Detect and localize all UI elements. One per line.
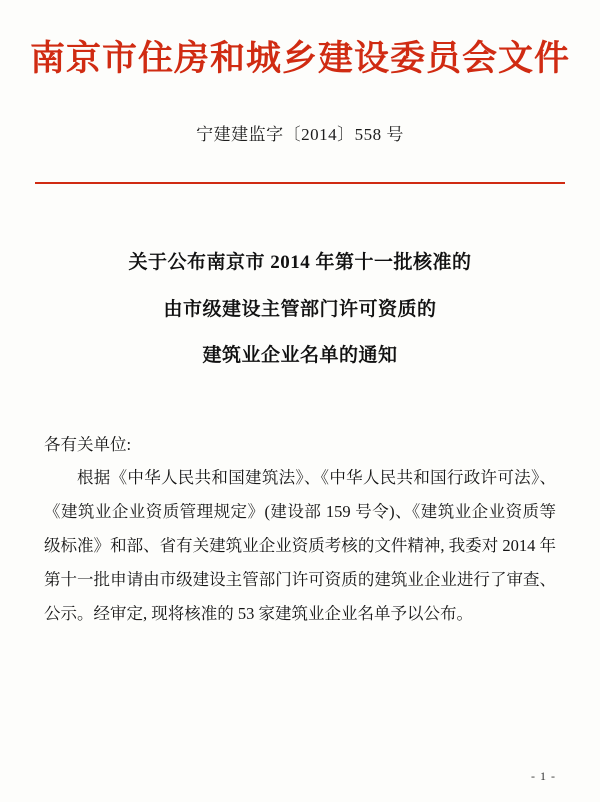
red-divider-rule: [35, 182, 565, 184]
document-body: [44, 428, 556, 631]
document-masthead: 南京市住房和城乡建设委员会文件: [29, 38, 570, 79]
title-line-3: 建筑业企业名单的通知: [202, 345, 398, 367]
title-line-1: 关于公布南京市 2014 年第十一批核准的: [128, 252, 472, 273]
document-number: 宁建建监字〔2014〕558 号: [196, 125, 404, 144]
title-line-2: 由市级建设主管部门许可资质的: [163, 298, 437, 320]
salutation: 各有关单位:: [44, 434, 132, 454]
page-number: - 1 -: [531, 769, 556, 783]
body-paragraph-1: 根据《中华人民共和国建筑法》、《中华人民共和国行政许可法》、《建筑业企业资质管理规定》(建设部 159 号令)、《建筑业企业资质等级标准》和部、省有关建筑业企业资质考核的文件精神, 我委对 2014 年第十一批申请由市级建设主管部门许可资质的建筑业企业进行了审查、公示。经审定, 现将核准的 53 家建筑业企业名单予以公布。: [44, 468, 556, 623]
document-title: [0, 240, 600, 380]
